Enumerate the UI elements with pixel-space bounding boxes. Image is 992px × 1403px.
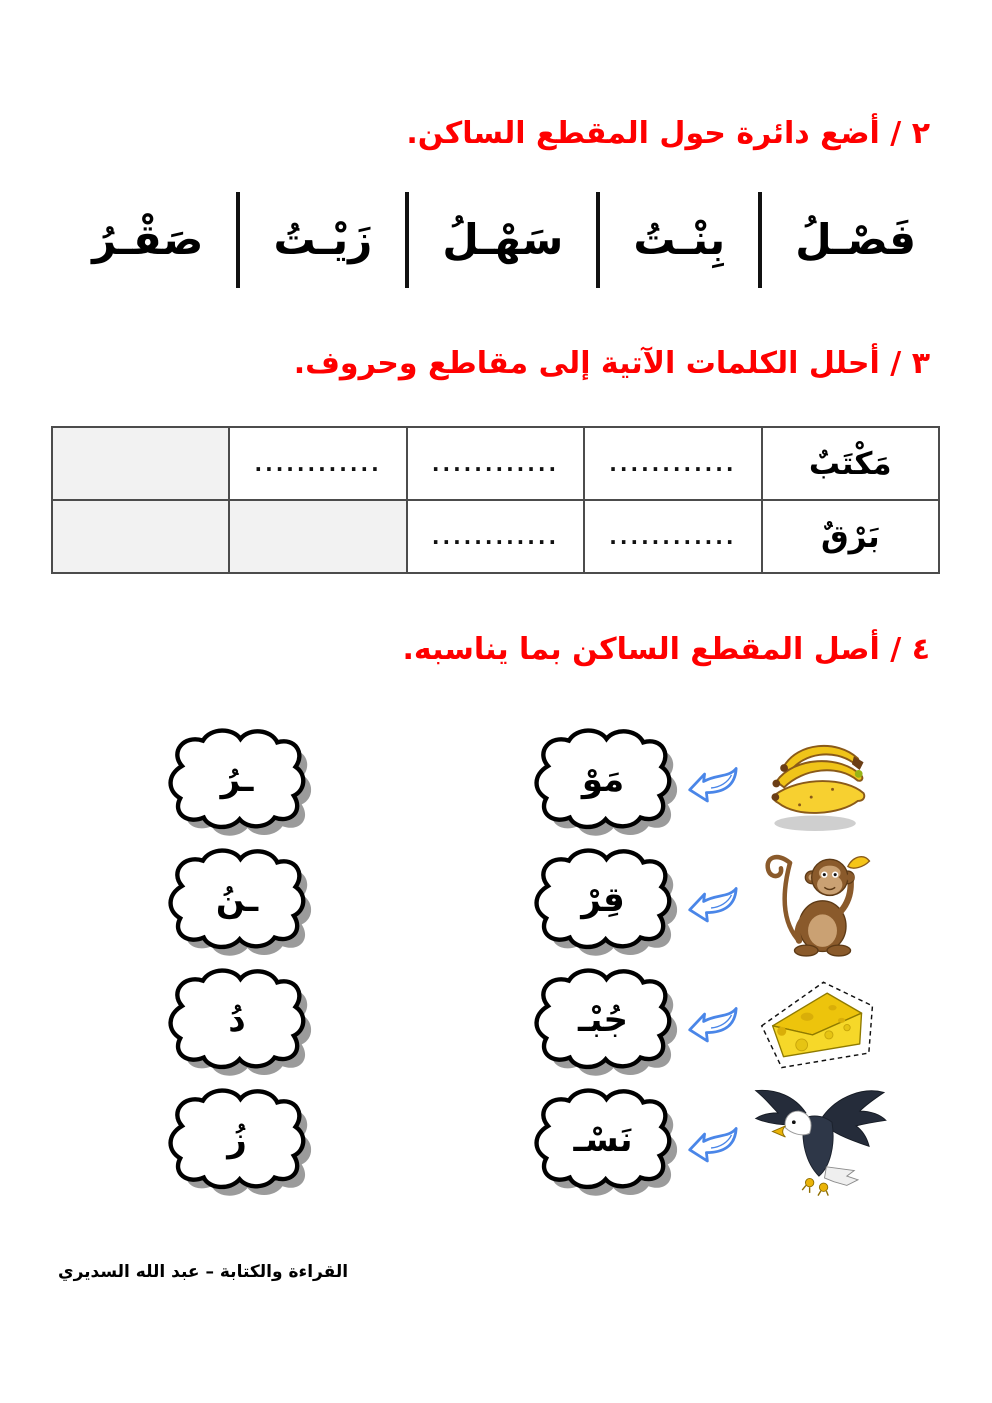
prompt-cloud[interactable] [528,724,678,842]
table-row [52,500,939,573]
match-arrow-icon [682,882,742,934]
table-word: بَرْقٌ [762,500,939,573]
match-arrow-icon [682,1122,742,1174]
match-row-eagle [0,1084,992,1204]
empty-cell [52,500,229,573]
prompt-syllable: قِرْ [581,880,625,920]
circle-word-2[interactable]: بِنْـتُ [633,215,726,264]
match-row-cheese [0,964,992,1084]
word-separator [405,192,409,288]
footer-credit: القراءة والكتابة – عبد الله السديري [58,1262,349,1282]
answer-cell[interactable]: ............ [584,500,761,573]
answer-syllable: ـنُ [215,880,259,920]
section-match-heading: ٤ / أصل المقطع الساكن بما يناسبه. [402,632,930,667]
section-analyze-heading: ٣ / أحلل الكلمات الآتية إلى مقاطع وحروف. [293,346,930,381]
prompt-cloud[interactable] [528,1084,678,1202]
empty-cell [52,427,229,500]
match-arrow-icon [682,1002,742,1054]
prompt-syllable: مَوْ [581,760,625,800]
prompt-syllable: جُبْـ [578,1000,629,1040]
word-separator [236,192,240,288]
match-arrow-icon [682,762,742,814]
answer-cloud[interactable] [162,1084,312,1202]
circle-word-1[interactable]: فَصْـلُ [795,215,916,264]
circle-word-5[interactable]: صَقْـرُ [92,215,204,264]
prompt-cloud[interactable] [528,844,678,962]
word-separator [596,192,600,288]
answer-cell[interactable]: ............ [229,427,406,500]
answer-cell[interactable]: ............ [407,500,584,573]
cheese-image [744,964,892,1084]
match-row-bananas [0,724,992,844]
answer-cell[interactable]: ............ [407,427,584,500]
match-row-monkey [0,844,992,964]
analyze-table [51,426,940,574]
empty-cell [229,500,406,573]
bananas-image [744,724,892,844]
answer-syllable: زُ [227,1120,247,1160]
table-row [52,427,939,500]
circle-word-3[interactable]: سَهْـلُ [442,215,564,264]
prompt-cloud[interactable] [528,964,678,1082]
eagle-image [744,1084,892,1204]
circle-word-4[interactable]: زَيْـتُ [273,215,373,264]
syllable-words-row [92,190,916,290]
table-word: مَكْتَبٌ [762,427,939,500]
word-separator [758,192,762,288]
answer-syllable: دُ [228,1000,246,1040]
answer-cloud[interactable] [162,724,312,842]
monkey-image [744,844,892,964]
answer-syllable: ـرُ [220,760,254,800]
answer-cell[interactable]: ............ [584,427,761,500]
answer-cloud[interactable] [162,844,312,962]
prompt-syllable: نَسْـ [573,1120,633,1160]
answer-cloud[interactable] [162,964,312,1082]
section-circle-heading: ٢ / أضع دائرة حول المقطع الساكن. [406,116,930,151]
